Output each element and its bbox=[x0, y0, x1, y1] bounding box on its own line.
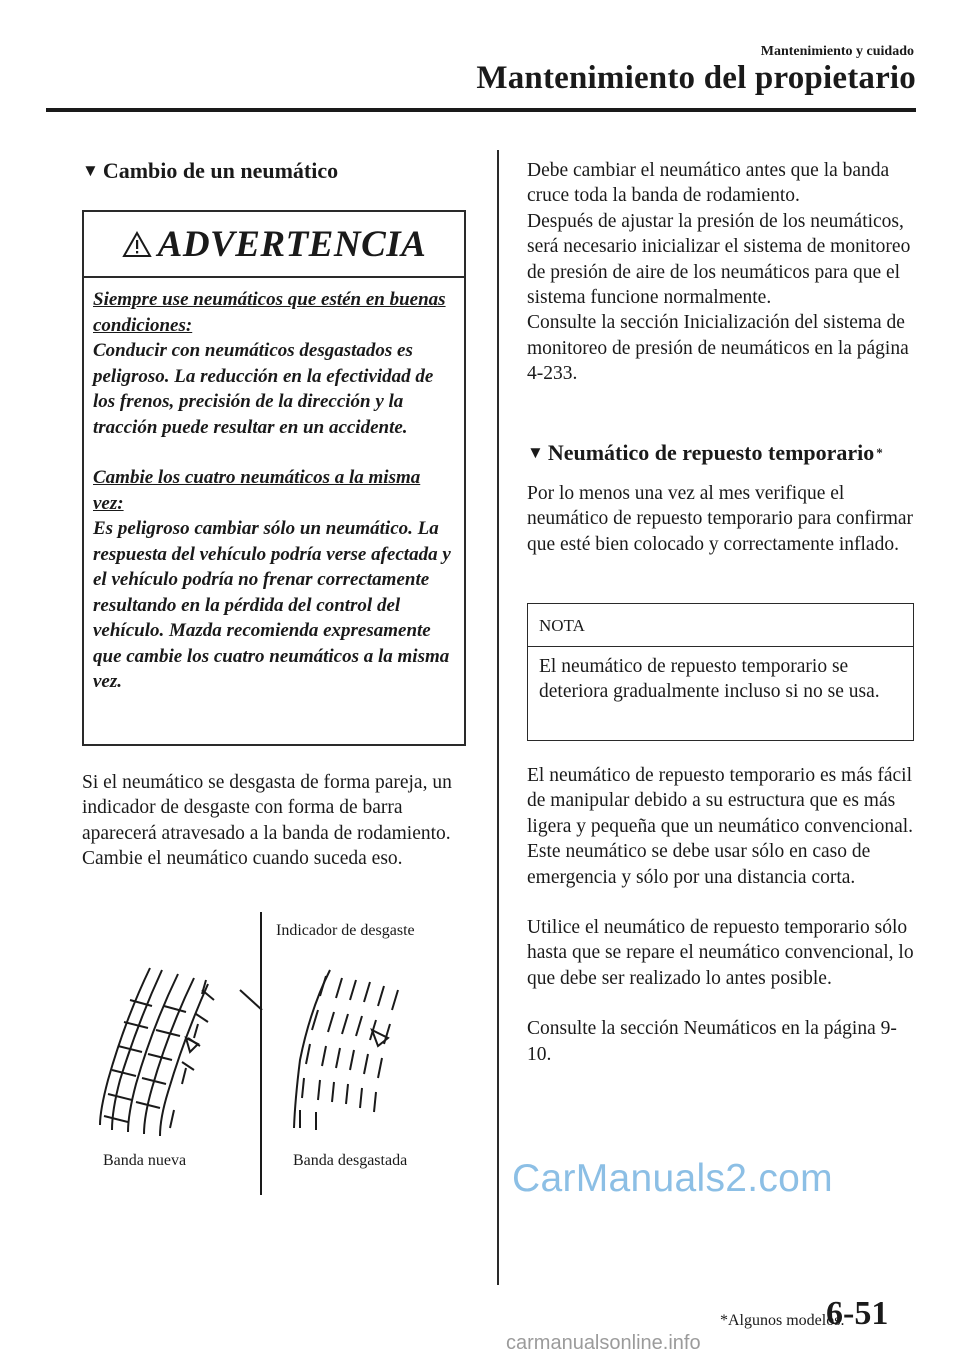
asterisk-marker: * bbox=[876, 445, 883, 460]
right-p1: Debe cambiar el neumático antes que la banda cruce toda la banda de rodamiento. bbox=[527, 160, 890, 207]
warning-body bbox=[93, 287, 455, 695]
right-p7: Consulte la sección Neumáticos en la página 9-10. bbox=[527, 1018, 897, 1065]
warning-triangle-icon bbox=[122, 231, 152, 258]
worn-tread-drawing bbox=[240, 970, 398, 1130]
page-title: Mantenimiento del propietario bbox=[476, 60, 916, 96]
left-body-p2: Cambie el neumático cuando suceda eso. bbox=[82, 848, 403, 870]
triangle-down-icon: ▼ bbox=[82, 161, 99, 180]
triangle-down-icon: ▼ bbox=[527, 443, 544, 462]
heading-cambio bbox=[82, 158, 472, 184]
nota-header bbox=[528, 604, 913, 647]
worn-tread-label: Banda desgastada bbox=[293, 1152, 408, 1169]
warning-p1-underline: Siempre use neumáticos que estén en buenas condiciones: bbox=[93, 289, 446, 336]
warning-p2-text: Es peligroso cambiar sólo un neumático. La respuesta del vehículo podría verse afectada y el vehículo podría no frenar correctamente resultando en la pérdida del control del vehículo. Mazda recomienda expresamente que cambie los cuatro neumáticos a la misma vez. bbox=[93, 518, 451, 692]
page-number: 6-51 bbox=[826, 1295, 889, 1332]
warning-header bbox=[84, 212, 464, 278]
header-rule bbox=[46, 108, 916, 112]
column-divider bbox=[497, 150, 499, 1285]
left-body-p1: Si el neumático se desgasta de forma pareja, un indicador de desgaste con forma de barra aparecerá atravesado a la banda de rodamiento. bbox=[82, 772, 452, 844]
left-body bbox=[82, 770, 472, 872]
warning-p2-underline: Cambie los cuatro neumáticos a la misma vez: bbox=[93, 467, 421, 514]
nota-label: NOTA bbox=[539, 616, 585, 635]
right-p3: Consulte la sección Inicialización del sistema de monitoreo de presión de neumáticos en la página 4-233. bbox=[527, 312, 909, 385]
section-label: Mantenimiento y cuidado bbox=[760, 44, 914, 59]
watermark-bottom: carmanualsonline.info bbox=[506, 1332, 701, 1354]
heading-cambio-text: Cambio de un neumático bbox=[102, 158, 339, 183]
warning-title: ADVERTENCIA bbox=[157, 223, 427, 265]
nota-box bbox=[527, 603, 914, 741]
wear-indicator-label: Indicador de desgaste bbox=[276, 922, 415, 939]
footer-star: * bbox=[720, 1312, 728, 1329]
right-p6: Utilice el neumático de repuesto temporario sólo hasta que se repare el neumático convencional, lo que debe ser realizado lo antes posible. bbox=[527, 917, 914, 989]
right-p5: El neumático de repuesto temporario es más fácil de manipular debido a su estructura que es más ligera y pequeña que un neumático convencional. Este neumático se debe usar sólo en caso de emergencia y sólo por una distancia corta. bbox=[527, 765, 914, 888]
right-p4: Por lo menos una vez al mes verifique el neumático de repuesto temporario para confirmar que esté bien colocado y correctamente inflado. bbox=[527, 483, 914, 555]
right-body-bottom bbox=[527, 763, 917, 1067]
nota-text: El neumático de repuesto temporario se deteriora gradualmente incluso si no se usa. bbox=[539, 656, 880, 703]
warning-box bbox=[82, 210, 466, 746]
tread-figure bbox=[90, 950, 430, 1150]
heading-repuesto bbox=[527, 440, 917, 466]
new-tread-label: Banda nueva bbox=[103, 1152, 187, 1169]
right-p4-block bbox=[527, 481, 917, 557]
footer-note-text: Algunos modelos. bbox=[728, 1312, 845, 1329]
watermark-top: CarManuals2.com bbox=[512, 1157, 833, 1200]
warning-p1-text: Conducir con neumáticos desgastados es peligroso. La reducción en la efectividad de los frenos, precisión de la dirección y la tracción puede resultar en un accidente. bbox=[93, 340, 434, 438]
new-tread-drawing bbox=[100, 968, 214, 1136]
right-p2: Después de ajustar la presión de los neumáticos, será necesario inicializar el sistema de monitoreo de presión de aire de los neumáticos para que el sistema funcione normalmente. bbox=[527, 210, 911, 309]
heading-repuesto-text: Neumático de repuesto temporario bbox=[547, 440, 875, 465]
right-body-top bbox=[527, 158, 917, 387]
